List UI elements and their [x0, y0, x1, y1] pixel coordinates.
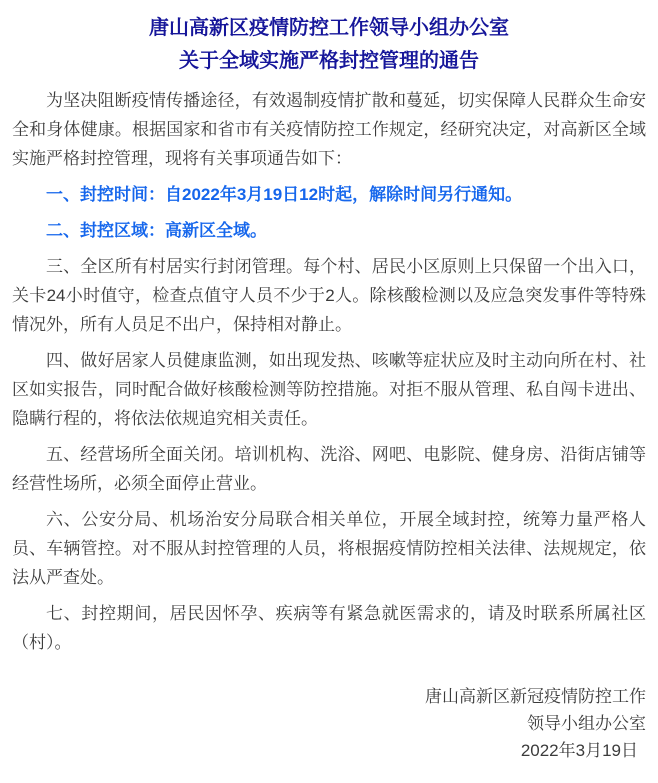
notice-item-3-closed-management: 三、全区所有村居实行封闭管理。每个村、居民小区原则上只保留一个出入口，关卡24小时值守，检查点值守人员不少于2人。除核酸检测以及应急突发事件等特殊情况外，所有人员足不出户，保持相对静止。	[12, 257, 646, 334]
notice-item-7-medical-needs: 七、封控期间，居民因怀孕、疾病等有紧急就医需求的，请及时联系所属社区（村）。	[12, 604, 646, 652]
signature-date: 2022年3月19日	[520, 741, 638, 760]
notice-item-2-lockdown-area: 二、封控区域：高新区全域。	[46, 221, 267, 240]
notice-item-1-lockdown-time: 一、封控时间：自2022年3月19日12时起，解除时间另行通知。	[46, 185, 523, 204]
document-title-line-2: 关于全域实施严格封控管理的通告	[179, 50, 479, 72]
signature-line-1: 唐山高新区新冠疫情防控工作	[425, 687, 646, 706]
signature-block	[12, 683, 646, 764]
notice-item-5-business-closure: 五、经营场所全面关闭。培训机构、洗浴、网吧、电影院、健身房、沿街店铺等经营性场所，必须全面停止营业。	[12, 445, 646, 493]
intro-paragraph: 为坚决阻断疫情传播途径，有效遏制疫情扩散和蔓延，切实保障人民群众生命安全和身体健康。根据国家和省市有关疫情防控工作规定，经研究决定，对高新区全域实施严格封控管理，现将有关事项通告如下：	[12, 91, 646, 168]
notice-item-6-police-control: 六、公安分局、机场治安分局联合相关单位，开展全域封控，统筹力量严格人员、车辆管控。对不服从封控管理的人员，将根据疫情防控相关法律、法规规定，依法从严查处。	[12, 510, 646, 587]
document-title-line-1: 唐山高新区疫情防控工作领导小组办公室	[149, 17, 509, 39]
notice-item-4-health-monitoring: 四、做好居家人员健康监测，如出现发热、咳嗽等症状应及时主动向所在村、社区如实报告，同时配合做好核酸检测等防控措施。对拒不服从管理、私自闯卡进出、隐瞒行程的，将依法依规追究相关责任。	[12, 351, 646, 428]
signature-line-2: 领导小组办公室	[527, 714, 646, 733]
